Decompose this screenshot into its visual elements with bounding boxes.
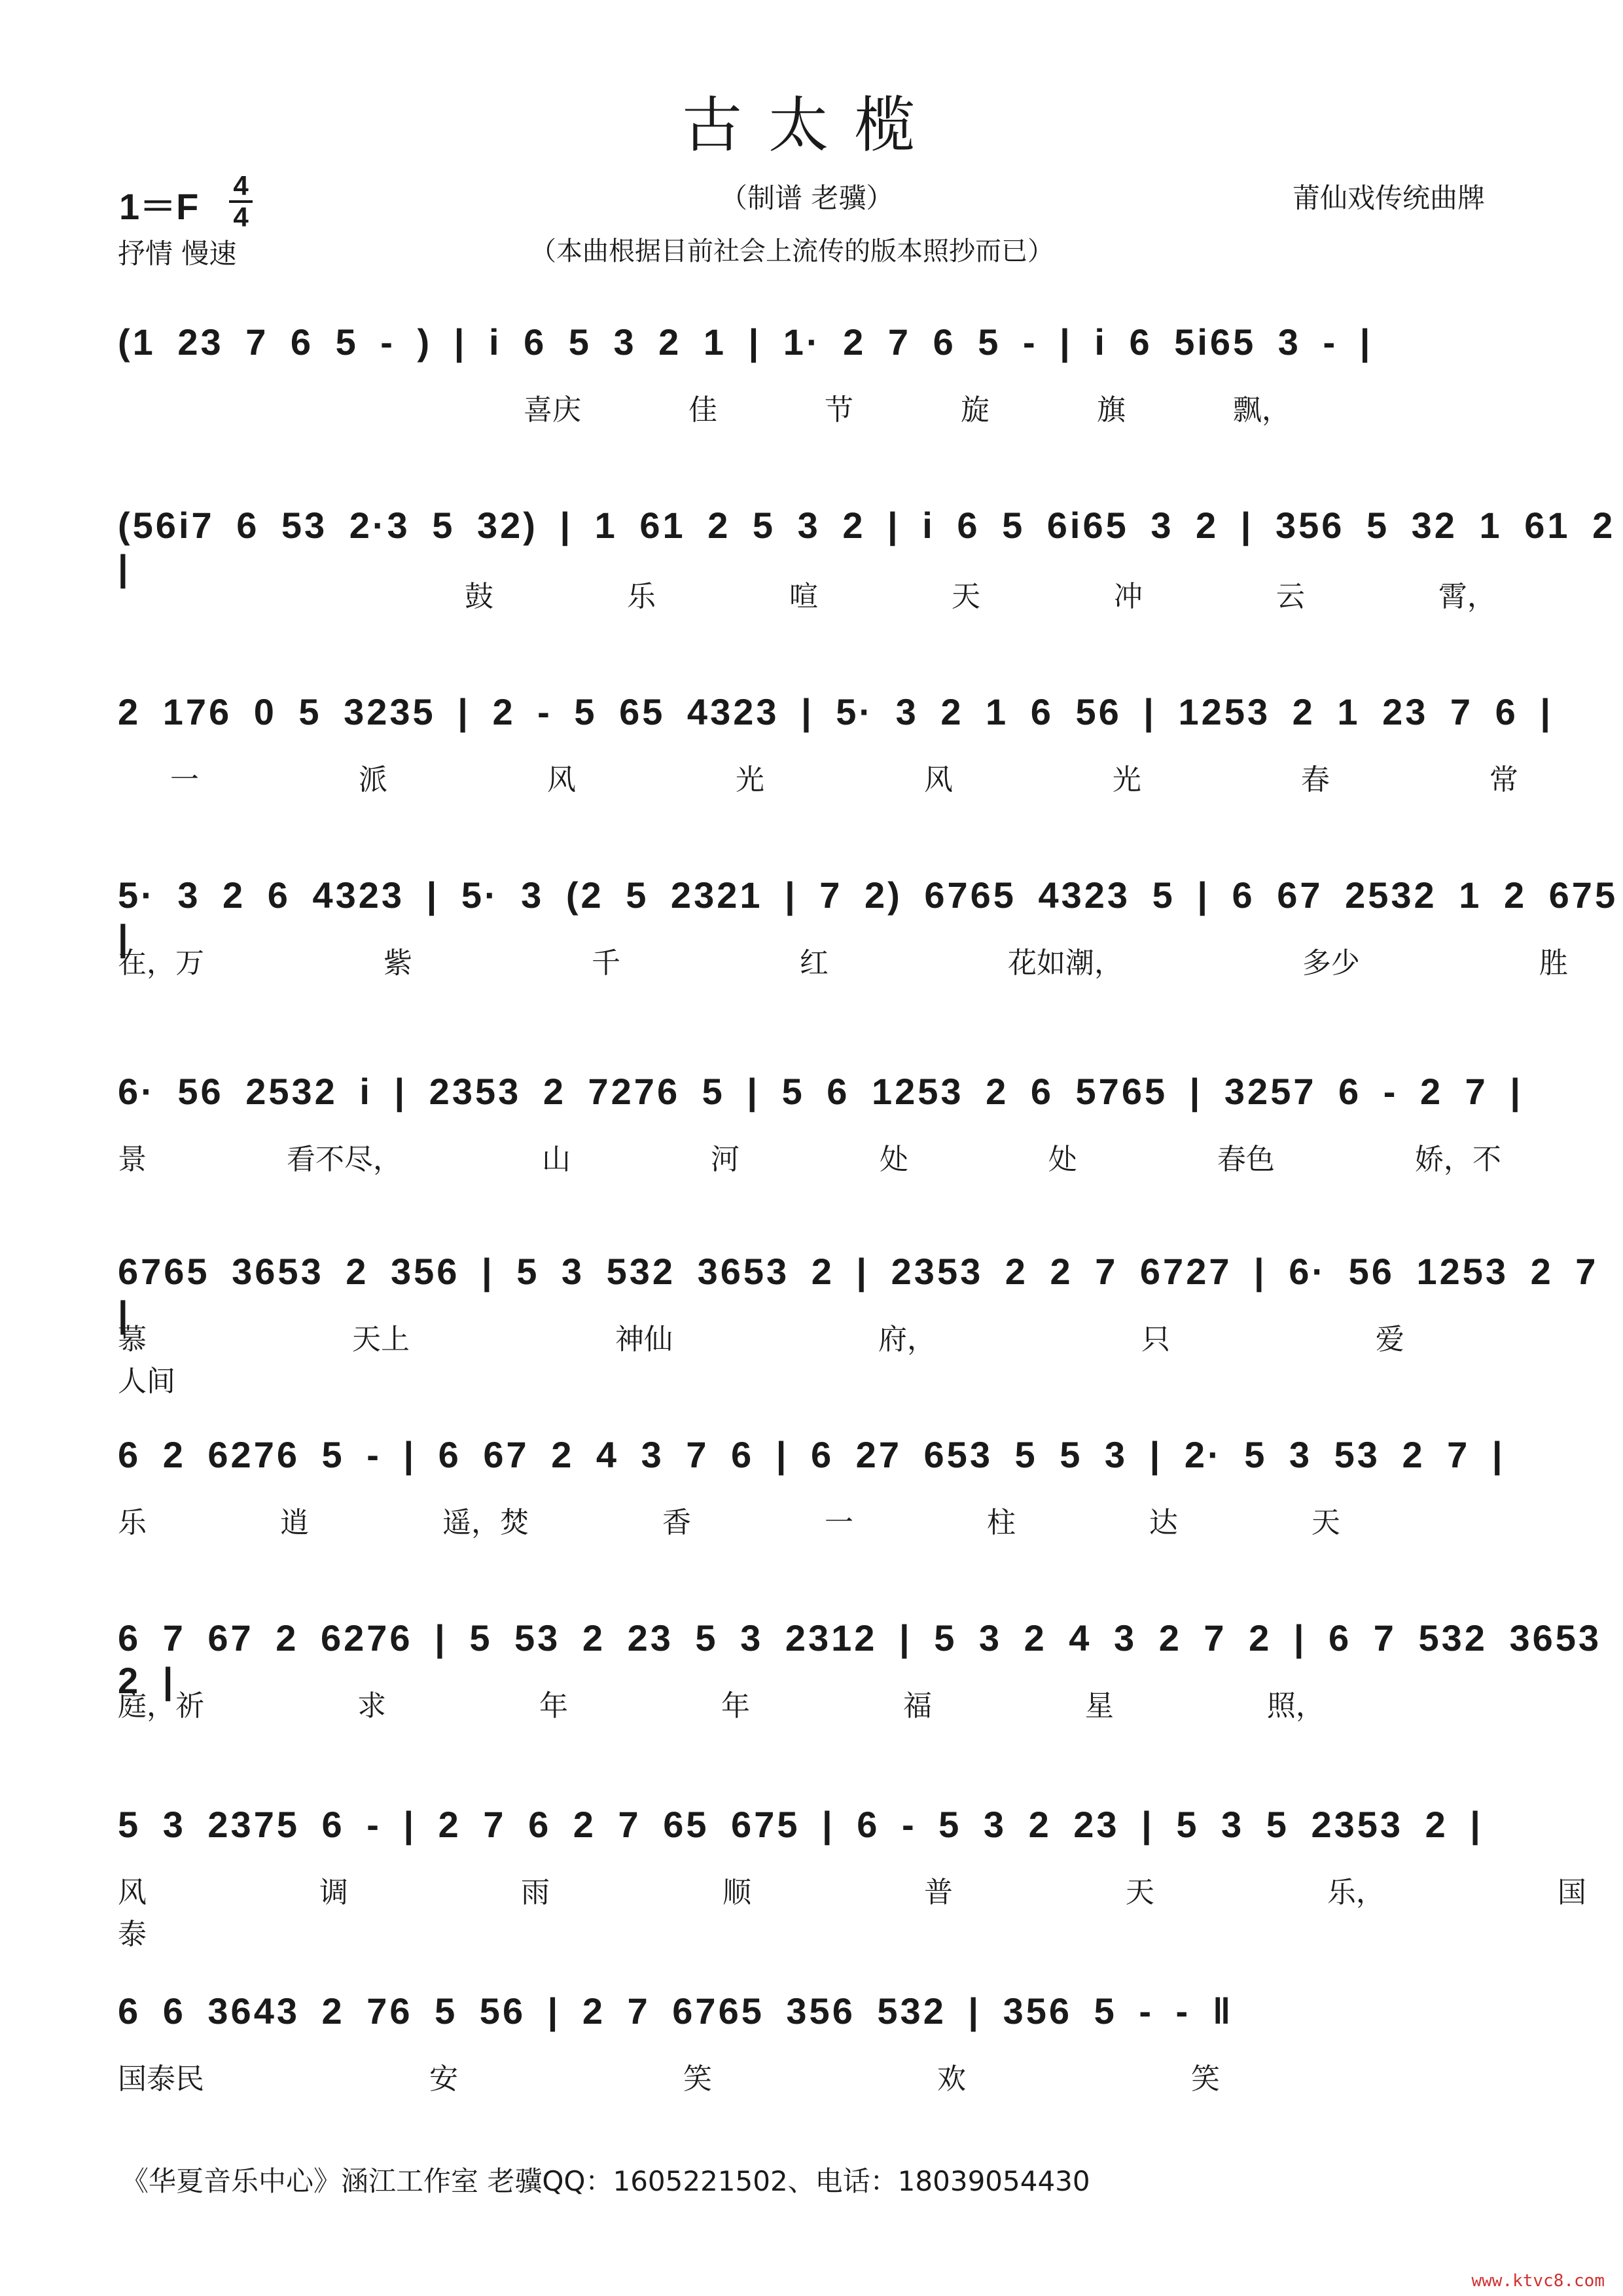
notation-row: 2 176 0 5 3235 | 2 - 5 65 4323 | 5· 3 2 1 6 56 | 1253 2 1 23 7 6 | (118, 691, 1553, 732)
notation-row: 6· 56 2532 i | 2353 2 7276 5 | 5 6 1253 2 6 5765 | 3257 6 - 2 7 | (118, 1071, 1524, 1112)
lyrics-row: 景 看不尽， 山 河 处 处 春色 娇，不 (118, 1143, 1501, 1176)
key-signature: 1＝F (119, 186, 199, 227)
site-watermark: www.ktvc8.com (1471, 2271, 1605, 2291)
expression-mark: 抒情 慢速 (118, 238, 237, 270)
lyrics-row: 乐 逍 遥，焚 香 一 柱 达 天 (118, 1506, 1340, 1539)
lyrics-row: 庭，祈 求 年 年 福 星 照， (118, 1689, 1325, 1723)
notation-row: (1 23 7 6 5 - ) | i 6 5 3 2 1 | 1· 2 7 6 5 - | i 6 5i65 3 - | (118, 321, 1373, 363)
lyrics-row: 慕 天上 神仙 府， 只 爱 人间 (118, 1323, 1404, 1398)
time-signature-top: 4 (233, 170, 249, 201)
notation-row: 6 7 67 2 6276 | 5 53 2 23 5 3 2312 | 5 3 2 4 3 2 7 2 | 6 7 532 3653 2 | (118, 1617, 1602, 1701)
notation-row: 6 6 3643 2 76 5 56 | 2 7 6765 356 532 | 356 5 - - ‖ (118, 1990, 1234, 2032)
arranger-credit: （制谱 老骥） (720, 182, 894, 214)
notation-row: 6 2 6276 5 - | 6 67 2 4 3 7 6 | 6 27 653 5 5 3 | 2· 5 3 53 2 7 | (118, 1434, 1505, 1475)
notation-row: 5 3 2375 6 - | 2 7 6 2 7 65 675 | 6 - 5 3 2 23 | 5 3 5 2353 2 | (118, 1804, 1483, 1845)
time-signature-bottom: 4 (233, 202, 249, 232)
notation-row: 6765 3653 2 356 | 5 3 532 3653 2 | 2353 2 2 7 6727 | 6· 56 1253 2 7 | (118, 1251, 1599, 1335)
notation-row: (56i7 6 53 2·3 5 32) | 1 61 2 5 3 2 | i 6 5 6i65 3 2 | 356 5 32 1 61 2 | (118, 505, 1616, 588)
time-signature (228, 171, 254, 232)
lyrics-row: 国泰民 安 笑 欢 笑 (118, 2062, 1220, 2096)
source-label: 莆仙戏传统曲牌 (1293, 182, 1486, 214)
lyrics-row: 在，万 紫 千 红 花如潮， 多少 胜 (118, 946, 1568, 980)
lyrics-row: 鼓 乐 喧 天 冲 云 霄， (465, 580, 1496, 613)
lyrics-row: 喜庆 佳 节 旋 旗 飘， (524, 393, 1291, 427)
score-title: 古太榄 (681, 90, 941, 160)
transcription-note: （本曲根据目前社会上流传的版本照抄而已） (530, 236, 1054, 266)
notation-row: 5· 3 2 6 4323 | 5· 3 (2 5 2321 | 7 2) 6765 4323 5 | 6 67 2532 1 2 675 | (118, 874, 1618, 958)
lyrics-row: 风 调 雨 顺 普 天 乐， 国 泰 (118, 1876, 1586, 1951)
footer-credit: 《华夏音乐中心》涵江工作室 老骥QQ：1605221502、电话：18039054430 (121, 2165, 1090, 2197)
lyrics-row: 一 派 风 光 风 光 春 常 (170, 763, 1518, 797)
